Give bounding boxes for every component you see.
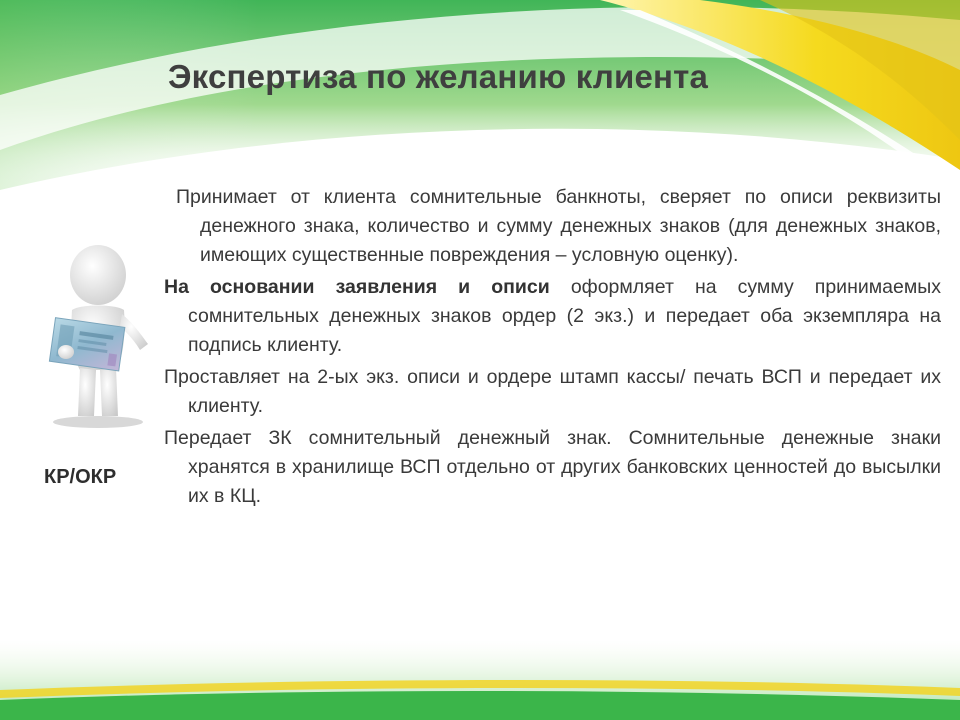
- paragraph-1: [164, 183, 941, 270]
- paragraph-3: [164, 363, 941, 421]
- procedure-text: [164, 183, 941, 514]
- person-holding-banknote-icon: [30, 240, 165, 430]
- paragraph-4: [164, 424, 941, 511]
- paragraph-2: [164, 273, 941, 360]
- paragraph-2-bold: На основании заявления и описи: [164, 276, 550, 298]
- paragraph-1-text: Принимает от клиента сомнительные банкноты, сверяет по описи реквизиты денежного знака, количество и сумму денежных знаков (для денежных знаков, имеющих существенные повреждения – условную оценку).: [176, 186, 941, 266]
- paragraph-3-text: Проставляет на 2-ых экз. описи и ордере штамп кассы/ печать ВСП и передает их клиенту.: [164, 366, 941, 417]
- role-label: КР/ОКР: [44, 466, 117, 488]
- slide-title: Экспертиза по желанию клиента: [168, 58, 709, 95]
- paragraph-2-text: оформляет на сумму принимаемых сомнительных денежных знаков ордер (2 экз.) и передает оба экземпляра на подпись клиенту.: [188, 276, 941, 356]
- paragraph-4-text: Передает ЗК сомнительный денежный знак. Сомнительные денежные знаки хранятся в хранилище ВСП отдельно от других банковских ценностей до высылки их в КЦ.: [164, 427, 941, 507]
